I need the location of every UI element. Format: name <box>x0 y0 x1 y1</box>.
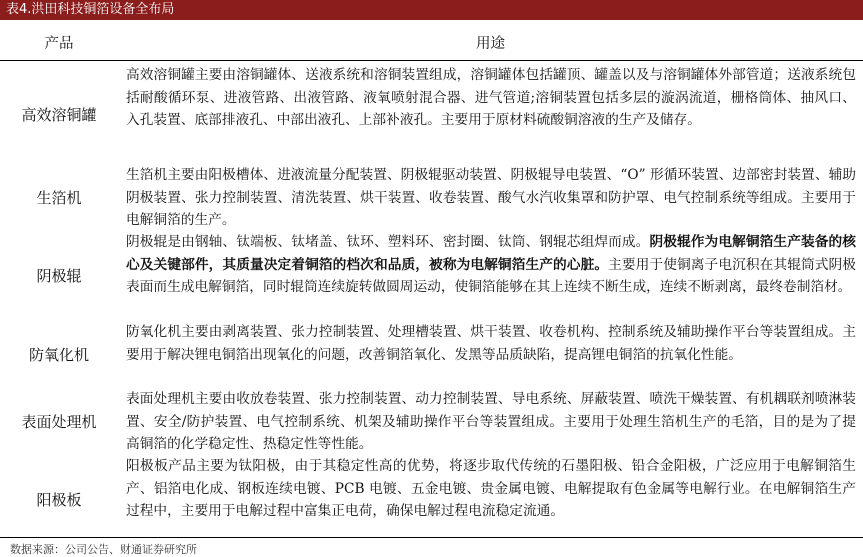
table-header <box>0 20 863 61</box>
row-product-name: 生箔机 <box>36 189 82 207</box>
description-text: 主要用于使铜离子电沉积在其辊筒式阴极表面而生成电解铜箔，同时辊筒连续旋转做圆周运动，使铜箔能够在其上连续不断生成，连续不断剥离，最终卷制箔材。 <box>126 256 856 295</box>
row-description <box>126 321 856 366</box>
table-row <box>0 388 863 455</box>
row-product-name: 阳极板 <box>36 491 82 509</box>
table-title: 表4.洪田科技铜箔设备全布局 <box>0 0 863 20</box>
row-product-name: 高效溶铜罐 <box>21 106 97 124</box>
header-product: 产品 <box>44 36 74 52</box>
header-use: 用途 <box>476 36 505 52</box>
table-row <box>0 455 863 540</box>
description-text: 生箔机主要由阳极槽体、进液流量分配装置、阴极辊驱动装置、阴极辊导电装置、“O” 形循环装置、边部密封装置、辅助阴极装置、张力控制装置、清洗装置、烘干装置、收卷装置、酸气水汽收集罩和防护罩、电气控制系统等组成。主要用于电解铜箔的生产。 <box>126 167 856 228</box>
row-description <box>126 388 856 456</box>
table-row <box>0 231 863 321</box>
row-description <box>126 455 856 523</box>
row-product-name: 阴极辊 <box>36 267 82 285</box>
table-row <box>0 64 863 164</box>
description-text: 防氧化机主要由剥离装置、张力控制装置、处理槽装置、烘干装置、收卷机构、控制系统及辅助操作平台等装置组成。主要用于解决锂电铜箔出现氧化的问题，改善铜箔氧化、发黑等品质缺陷，提高锂电铜箔的抗氧化性能。 <box>126 324 856 363</box>
row-product-name: 防氧化机 <box>28 346 89 364</box>
row-description <box>126 164 856 232</box>
table-row <box>0 321 863 388</box>
description-text: 阴极辊是由钢轴、钛端板、钛堵盖、钛环、塑料环、密封圈、钛筒、钢辊芯组焊而成。 <box>126 234 650 250</box>
description-text: 表面处理机主要由收放卷装置、张力控制装置、动力控制装置、导电系统、屏蔽装置、喷洗干燥装置、有机耦联剂喷淋装置、安全/防护装置、电气控制系统、机架及辅助操作平台等装置组成。主要用于处理生箔机生产的毛箔，目的是为了提高铜箔的化学稳定性、热稳定性等性能。 <box>126 391 856 452</box>
row-description <box>126 64 856 132</box>
table-row <box>0 164 863 231</box>
table-bottom-rule <box>0 537 863 538</box>
row-description <box>126 231 856 299</box>
description-highlight: 阴极辊作为电解铜箔生产装备的核心及关键部件，其质量决定着铜箔的档次和品质，被称为电解铜箔生产的心脏。 <box>126 234 856 273</box>
row-product-name: 表面处理机 <box>21 413 97 431</box>
source-note: 数据来源：公司公告、财通证券研究所 <box>10 543 197 556</box>
description-text: 高效溶铜罐主要由溶铜罐体、送液系统和溶铜装置组成，溶铜罐体包括罐顶、罐盖以及与溶铜罐体外部管道；送液系统包括耐酸循环泵、进液管路、出液管路、液氧喷射混合器、进气管道;溶铜装置包括多层的漩涡流道，栅格筒体、抽风口、入孔装置、底部排液孔、中部出液孔、上部补液孔。主要用于原材料硫酸铜溶液的生产及储存。 <box>126 67 856 128</box>
description-text: 阳极板产品主要为钛阳极，由于其稳定性高的优势，将逐步取代传统的石墨阳极、铅合金阳极，广泛应用于电解铜箔生产、铝箔电化成、钢板连续电镀、PCB 电镀、五金电镀、贵金属电镀、电解提取有色金属等电解行业。在电解铜箔生产过程中，主要用于电解过程中富集正电荷，确保电解过程电流稳定流通。 <box>126 458 856 519</box>
